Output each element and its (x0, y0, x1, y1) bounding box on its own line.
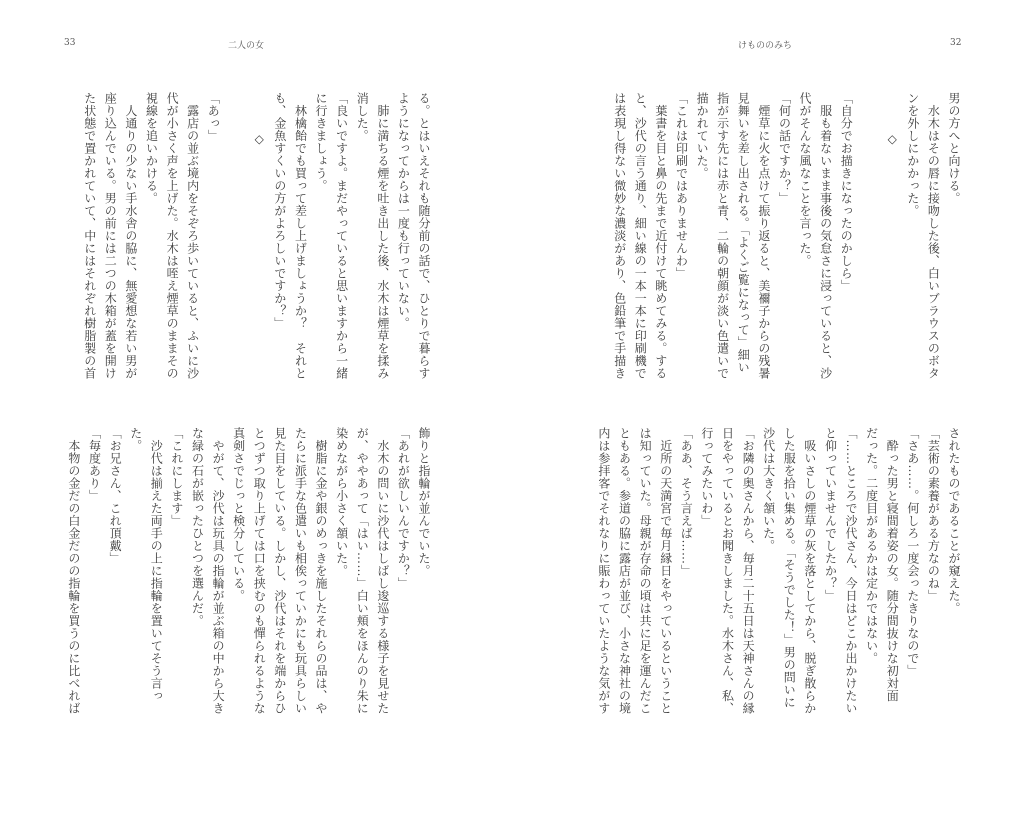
text-line: 代がそんな風なことを言った。 (798, 92, 813, 267)
section-break-diamond-icon: ◇ (885, 132, 900, 147)
text-line: 「何の話ですか？」 (777, 92, 792, 205)
text-line: 男の方へと向ける。 (947, 92, 961, 205)
section-break-diamond-icon: ◇ (252, 132, 267, 147)
text-line: 見舞いを差し出される。「よくご覧になって」細い (736, 92, 751, 374)
text-line: 本物の金だの白金だのの指輪を買うのに比べれば (66, 427, 81, 715)
page-number-right: 32 (950, 38, 962, 48)
text-line: た状態で置かれていて、中にはそれぞれ樹脂製の首 (82, 92, 97, 380)
text-line: 染めながら小さく頷いた。 (334, 427, 349, 577)
text-line: 肺に満ちる煙を吐き出した後、水木は煙草を揉み (375, 92, 390, 380)
text-line: 「毎度あり」 (87, 427, 102, 502)
text-line: も、金魚すくいの方がよろしいですか？」 (272, 92, 287, 330)
text-line: 林檎飴でも買って差し上げましょうか？ それと (293, 92, 308, 380)
text-line: だった。二度目があるかは定かではない。 (864, 427, 879, 665)
text-line: 露店の並ぶ境内をそぞろ歩いていると、ふいに沙 (185, 92, 200, 380)
text-line: やがて、沙代は玩具の指輪が並ぶ箱の中から大き (211, 427, 226, 715)
text-line: 沙代は揃えた両手の上に指輪を置いてそう言っ (149, 427, 164, 702)
text-line: と仰っていませんでしたか？」 (823, 427, 838, 602)
text-line: されたものであることが窺えた。 (947, 427, 961, 615)
text-line: 「これは印刷ではありませんわ」 (674, 92, 689, 280)
text-line: 描かれていた。 (695, 92, 710, 180)
text-line: 「ああ、そう言えば……」 (679, 427, 694, 577)
text-line: 葉書を目と鼻の先まで近付けて眺めてみる。する (653, 92, 668, 380)
text-line: 水木の問いに沙代はしばし逡巡する様子を見せた (375, 427, 390, 715)
right-page-lower-tier (593, 427, 964, 742)
text-line: な緑の石が嵌ったひとつを選んだ。 (190, 427, 205, 627)
text-line: 視線を追いかける。 (144, 92, 159, 205)
text-line: 煙草に火を点けて振り返ると、美禰子からの残暑 (756, 92, 771, 380)
left-page-upper-tier (79, 92, 434, 407)
text-line: は表現し得ない微妙な濃淡があり、色鉛筆で手描き (612, 92, 627, 380)
text-line: は知っていた。母親が存命の頃は共に足を運んだこ (638, 427, 653, 715)
text-line: 真剣さでじっと検分している。 (231, 427, 246, 602)
page-number-left: 33 (64, 38, 76, 48)
text-line: と、沙代の言う通り、細い線の一本一本に印刷機で (633, 92, 648, 380)
text-line: 「お隣の奥さんから、毎月二十五日は天神さんの縁 (741, 427, 756, 715)
text-line: が、ややあって「はい……」白い頬をほんのり朱に (355, 427, 370, 715)
text-line: した服を拾い集める。「そうでした！」男の問いに (782, 427, 797, 709)
text-line: 見た目をしている。しかし、沙代はそれを端からひ (272, 427, 287, 715)
text-line: たらに派手な色遣いも相俟っていかにも玩具らしい (293, 427, 308, 715)
text-line: 内は参拝客でそれなりに賑わっていたような気がす (596, 427, 611, 715)
running-title-left: 二人の女 (228, 41, 265, 51)
right-page-upper-tier (609, 92, 964, 407)
text-line: 座り込んでいる。男の前には二つの木箱が蓋を開け (103, 92, 118, 380)
text-line: 「さあ……。何しろ一度会ったきりなので」 (905, 427, 920, 677)
text-line: 人通りの少ない手水舎の脇に、無愛想な若い男が (123, 92, 138, 380)
text-line: 「あっ」 (206, 92, 221, 142)
text-line: 近所の天満宮で毎月縁日をやっているということ (658, 427, 673, 715)
text-line: 樹脂に金や銀のめっきを施したそれらの品は、や (314, 427, 329, 715)
text-line: 飾りと指輪が並んでいた。 (417, 427, 431, 577)
text-line: 「……ところで沙代さん、今日はどこか出かけたい (844, 427, 859, 715)
text-line: 酔った男と寝間着姿の女。随分間抜けな初対面 (885, 427, 900, 702)
text-line: 「あれが欲しいんですか？」 (396, 427, 411, 590)
text-line: 「自分でお描きになったのかしら」 (839, 92, 854, 292)
text-line: 消した。 (355, 92, 370, 142)
text-line: 「お兄さん、これ頂戴」 (108, 427, 123, 565)
text-line: 「芸術の素養がある方なのね」 (926, 427, 941, 602)
text-line: 代が小さく声を上げた。水木は咥え煙草のままその (165, 92, 180, 380)
text-line: る。とはいえそれも随分前の話で、ひとりで暮らす (417, 92, 431, 380)
text-line: 服も着ないまま事後の気怠さに浸っていると、沙 (818, 92, 833, 380)
text-line: 「これにします」 (169, 427, 184, 527)
running-title-right: けもののみち (738, 41, 793, 51)
text-line: 水木はその唇に接吻した後、白いブラウスのボタ (926, 92, 941, 380)
left-page-lower-tier (63, 427, 434, 742)
text-line: とつずつ取り上げては口を挟むのも憚られるような (252, 427, 267, 715)
text-line: 日をやっているとお聞きしました。水木さん、私、 (720, 427, 735, 715)
text-line: 指が示す先には赤と青、二輪の朝顔が淡い色遣いで (715, 92, 730, 380)
text-line: た。 (128, 427, 143, 452)
text-line: ンを外しにかかった。 (905, 92, 920, 217)
text-line: 吸いさしの煙草の灰を落としてから、脱ぎ散らか (802, 427, 817, 715)
text-line: 沙代は大きく頷いた。 (761, 427, 776, 552)
text-line: ようになってからは一度も行っていない。 (396, 92, 411, 330)
text-line: に行きましょう。 (314, 92, 329, 192)
text-line: 「良いですよ。まだやっていると思いますから一緒 (334, 92, 349, 380)
text-line: ともある。参道の脇に露店が並び、小さな神社の境 (617, 427, 632, 715)
text-line: 行ってみたいわ」 (699, 427, 714, 527)
